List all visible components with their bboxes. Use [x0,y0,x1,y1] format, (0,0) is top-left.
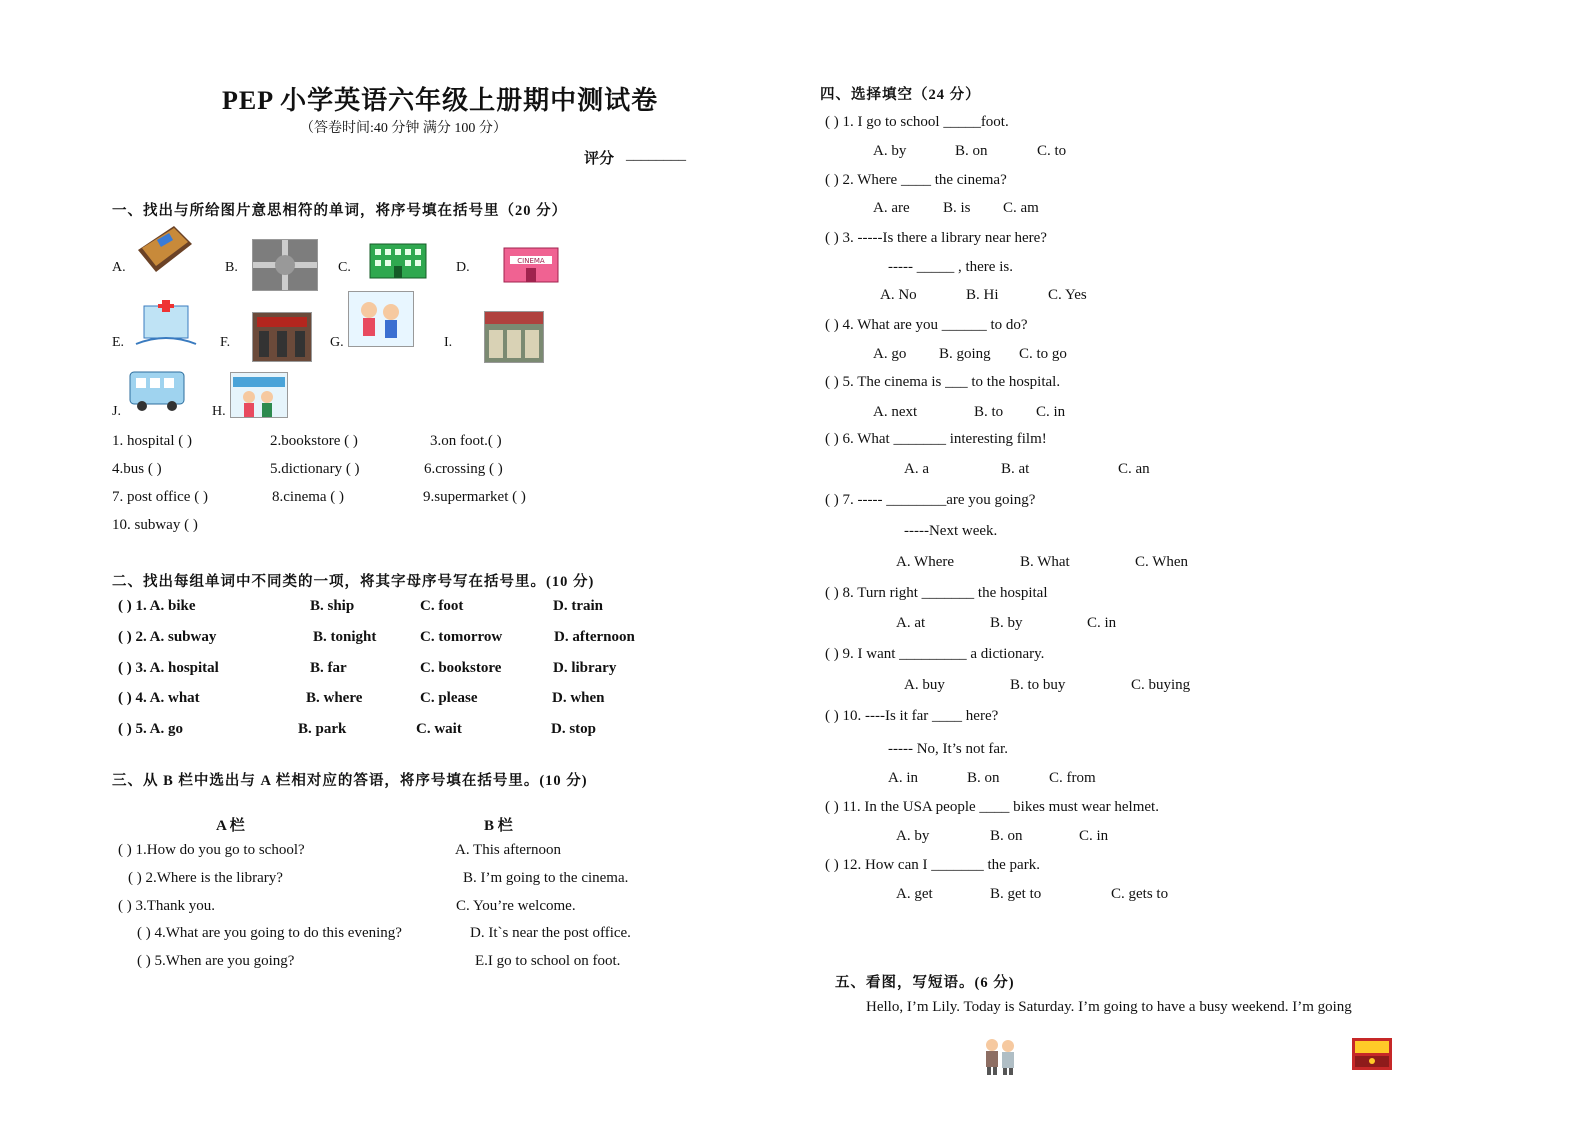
question-6: ( ) 6. What _______ interesting film! [825,431,1047,447]
option: C. am [1003,200,1039,216]
option: A. buy [904,677,945,693]
option: C. in [1036,404,1066,420]
option: C. When [1135,554,1189,570]
question-8: ( ) 8. Turn right _______ the hospital [825,585,1048,601]
word-item: 10. subway ( ) [112,517,198,533]
option: A. Where [896,554,955,570]
option: A. by [873,143,907,159]
s2-row-2-b: B. tonight [313,629,377,645]
column-a-heading: A 栏 [216,818,245,834]
option: C. gets to [1111,886,1169,902]
s2-row-3-b: B. far [310,660,347,676]
option: B. going [939,346,991,362]
pic-label-j: J. [112,404,121,419]
pic-label-g: G. [330,335,344,350]
word-item: 2.bookstore ( ) [270,433,358,449]
s2-row-5-a: ( ) 5. A. go [118,721,183,737]
section-5-heading: 五、看图，写短语。(6 分) [835,975,1015,991]
column-b-heading: B 栏 [484,818,513,834]
pic-label-a: A. [112,260,126,275]
option: B. Hi [966,287,999,303]
question-12: ( ) 12. How can I _______ the park. [825,857,1040,873]
s2-row-2-c: C. tomorrow [420,629,503,645]
match-b-item: B. I’m going to the cinema. [463,870,629,886]
hospital-picture [134,298,198,346]
exam-subtitle: （答卷时间:40 分钟 满分 100 分） [300,121,507,136]
s2-row-3-c: C. bookstore [420,660,502,676]
option: C. an [1118,461,1150,477]
option: C. in [1079,828,1109,844]
s2-row-3-a: ( ) 3. A. hospital [118,660,219,676]
option: A. get [896,886,933,902]
svg-text:CINEMA: CINEMA [517,257,545,265]
s2-row-1-d: D. train [553,598,603,614]
question-5: ( ) 5. The cinema is ___ to the hospital. [825,374,1061,390]
section-1-heading: 一、找出与所给图片意思相符的单词，将序号填在括号里（20 分） [112,203,568,219]
pic-label-h: H. [212,404,226,419]
question-9: ( ) 9. I want _________ a dictionary. [825,646,1045,662]
bus-picture [126,364,188,416]
option: B. to buy [1010,677,1066,693]
s2-row-1-c: C. foot [420,598,464,614]
option: B. to [974,404,1004,420]
option: A. are [873,200,910,216]
pic-label-d: D. [456,260,470,275]
word-item: 4.bus ( ) [112,461,162,477]
grandparents-picture [978,1036,1022,1076]
option: A. No [880,287,917,303]
s2-row-2-d: D. afternoon [554,629,635,645]
pic-label-b: B. [225,260,238,275]
question-3: ( ) 3. -----Is there a library near here? [825,230,1047,246]
s2-row-2-a: ( ) 2. A. subway [118,629,217,645]
section-2-heading: 二、找出每组单词中不同类的一项，将其字母序号写在括号里。(10 分) [112,574,595,590]
section-4-heading: 四、选择填空（24 分） [820,87,981,103]
option: A. go [873,346,907,362]
cinema-sign-picture [1352,1038,1392,1070]
s2-row-1-a: ( ) 1. A. bike [118,598,196,614]
pic-label-e: E. [112,335,125,350]
question-11: ( ) 11. In the USA people ____ bikes must wear helmet. [825,799,1159,815]
question-3-line-2: ----- _____ , there is. [888,259,1013,275]
option: A. a [904,461,929,477]
score-label: 评分 [584,151,615,167]
cinema-picture [498,238,564,284]
option: C. from [1049,770,1096,786]
pic-label-c: C. [338,260,351,275]
option: A. by [896,828,930,844]
crossing-picture [252,239,318,291]
option: C. Yes [1048,287,1087,303]
post-office-picture [252,312,312,362]
match-a-item: ( ) 5.When are you going? [137,953,295,969]
question-10: ( ) 10. ----Is it far ____ here? [825,708,999,724]
word-item: 8.cinema ( ) [272,489,345,505]
match-a-item: ( ) 1.How do you go to school? [118,842,305,858]
pic-label-i: I. [444,335,453,350]
s2-row-5-c: C. wait [416,721,462,737]
option: B. get to [990,886,1042,902]
option: A. next [873,404,918,420]
option: C. buying [1131,677,1191,693]
option: B. by [990,615,1023,631]
question-7: ( ) 7. ----- ________are you going? [825,492,1036,508]
section-3-heading: 三、从 B 栏中选出与 A 栏相对应的答语，将序号填在括号里。(10 分) [112,773,588,789]
word-item: 9.supermarket ( ) [423,489,526,505]
match-b-item: C. You’re welcome. [456,898,576,914]
s2-row-4-a: ( ) 4. A. what [118,690,200,706]
word-item: 5.dictionary ( ) [270,461,360,477]
match-a-item: ( ) 3.Thank you. [118,898,216,914]
on-foot-picture [348,291,414,347]
option: B. at [1001,461,1030,477]
s2-row-5-b: B. park [298,721,347,737]
s2-row-3-d: D. library [553,660,617,676]
question-4: ( ) 4. What are you ______ to do? [825,317,1028,333]
word-item: 3.on foot.( ) [430,433,502,449]
word-item: 1. hospital ( ) [112,433,192,449]
question-7-line-2: -----Next week. [904,523,998,539]
option: B. on [967,770,1000,786]
option: B. What [1020,554,1070,570]
match-a-item: ( ) 2.Where is the library? [128,870,283,886]
option: B. on [955,143,988,159]
s2-row-4-d: D. when [552,690,605,706]
question-10-line-2: ----- No, It’s not far. [888,741,1008,757]
match-b-item: A. This afternoon [455,842,561,858]
match-b-item: D. It`s near the post office. [470,925,631,941]
option: C. to [1037,143,1067,159]
word-item: 6.crossing ( ) [424,461,503,477]
supermarket-picture [484,311,544,363]
match-a-item: ( ) 4.What are you going to do this evening? [137,925,402,941]
pic-label-f: F. [220,335,231,350]
s2-row-1-b: B. ship [310,598,355,614]
section-5-text: Hello, I’m Lily. Today is Saturday. I’m going to have a busy weekend. I’m going [866,999,1352,1015]
question-2: ( ) 2. Where ____ the cinema? [825,172,1007,188]
building-picture [366,238,430,280]
subway-picture [230,372,288,418]
option: C. to go [1019,346,1067,362]
page-title: PEP 小学英语六年级上册期中测试卷 [222,86,659,115]
word-item: 7. post office ( ) [112,489,208,505]
question-1: ( ) 1. I go to school _____foot. [825,114,1009,130]
option: B. is [943,200,971,216]
score-blank[interactable]: ________ [626,147,686,163]
s2-row-4-b: B. where [306,690,363,706]
s2-row-4-c: C. please [420,690,478,706]
match-b-item: E.I go to school on foot. [475,953,621,969]
option: A. in [888,770,918,786]
s2-row-5-d: D. stop [551,721,597,737]
book-picture [134,220,196,276]
option: A. at [896,615,926,631]
option: C. in [1087,615,1117,631]
option: B. on [990,828,1023,844]
